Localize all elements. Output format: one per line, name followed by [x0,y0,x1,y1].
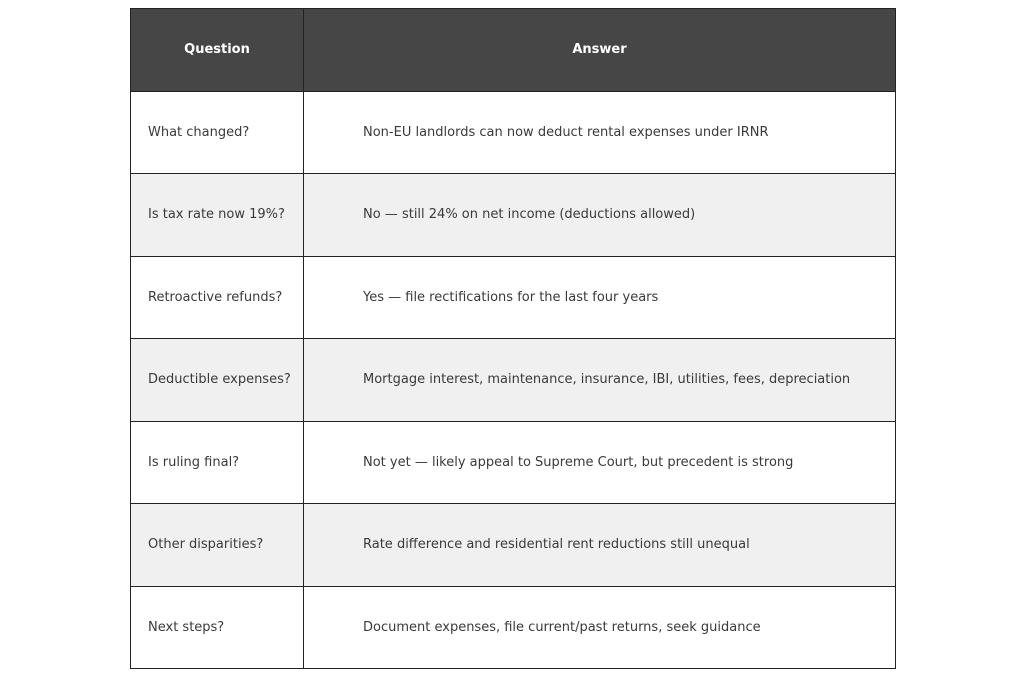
table-body [131,91,896,669]
header-row [131,9,896,92]
question-cell: Next steps? [131,586,304,669]
answer-cell: Not yet — likely appeal to Supreme Court, but precedent is strong [304,421,896,504]
table-header [131,9,896,92]
column-header-question: Question [131,9,304,92]
question-cell: Is tax rate now 19%? [131,174,304,257]
faq-table [130,8,896,669]
answer-cell: Rate difference and residential rent reductions still unequal [304,504,896,587]
question-cell: Other disparities? [131,504,304,587]
column-header-answer: Answer [304,9,896,92]
table-row [131,91,896,174]
table-row [131,339,896,422]
answer-cell: Yes — file rectifications for the last four years [304,256,896,339]
table-row [131,504,896,587]
table-row [131,421,896,504]
answer-cell: Document expenses, file current/past returns, seek guidance [304,586,896,669]
table-row [131,256,896,339]
question-cell: Retroactive refunds? [131,256,304,339]
answer-cell: Non-EU landlords can now deduct rental expenses under IRNR [304,91,896,174]
question-cell: Is ruling final? [131,421,304,504]
question-cell: What changed? [131,91,304,174]
question-cell: Deductible expenses? [131,339,304,422]
table-row [131,174,896,257]
table-row [131,586,896,669]
answer-cell: No — still 24% on net income (deductions allowed) [304,174,896,257]
answer-cell: Mortgage interest, maintenance, insurance, IBI, utilities, fees, depreciation [304,339,896,422]
